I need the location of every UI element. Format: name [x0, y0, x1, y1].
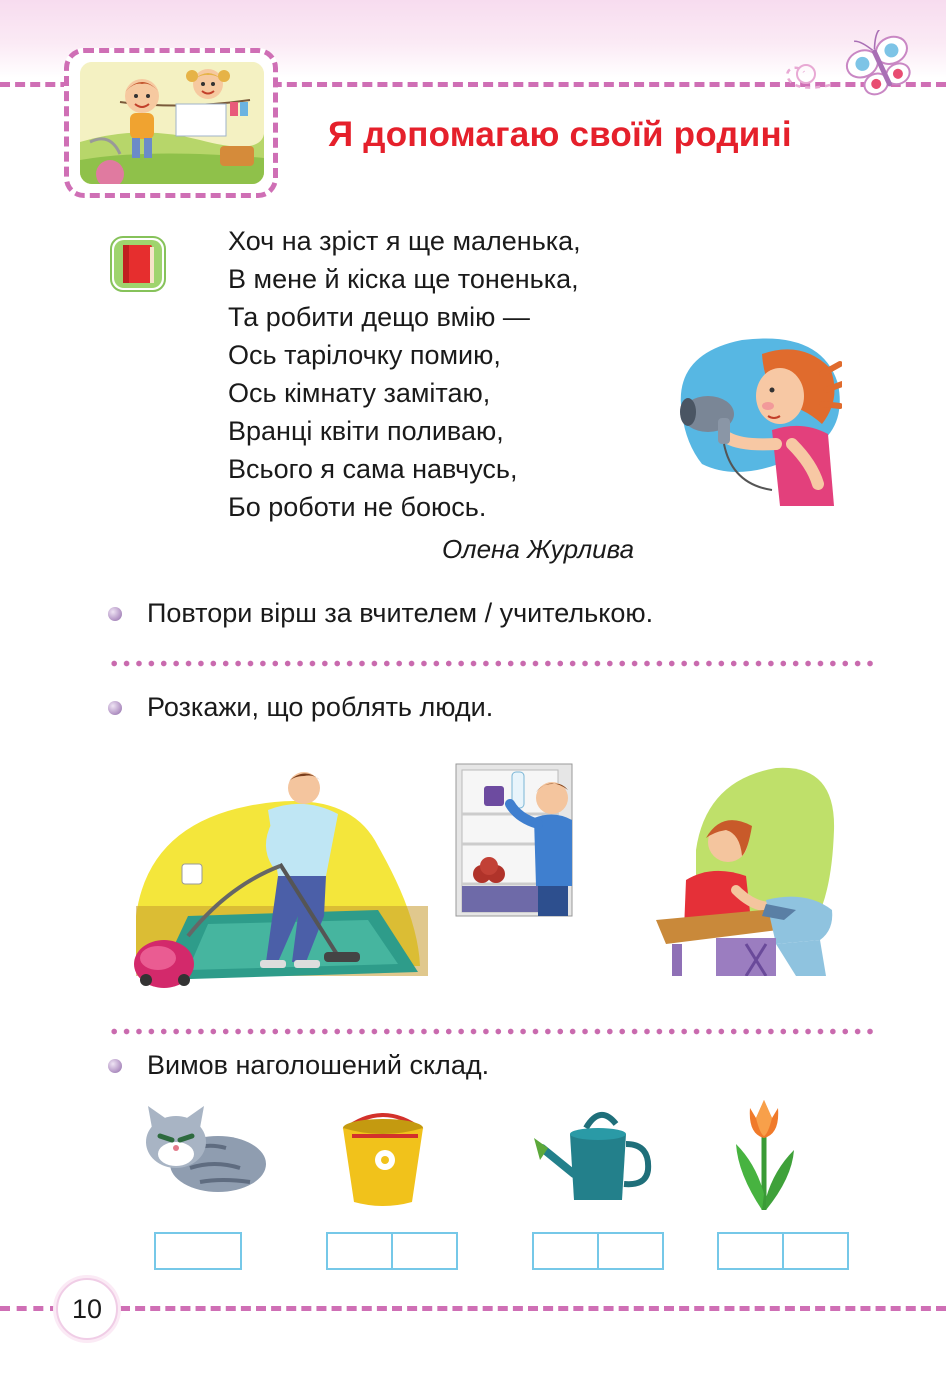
poem [228, 222, 688, 526]
poem-author: Олена Журлива [442, 534, 635, 564]
task-item [108, 1050, 489, 1081]
syllable-cell[interactable] [391, 1234, 456, 1268]
dotted-divider [108, 1028, 874, 1035]
poem-line: Хоч на зріст я ще маленька, [228, 226, 581, 256]
syllable-cell[interactable] [534, 1234, 597, 1268]
poem-line: Вранці квіти поливаю, [228, 416, 504, 446]
bucket-illustration [338, 1106, 428, 1210]
woman-ironing-illustration [656, 760, 836, 976]
task-item [108, 692, 493, 723]
bullet-icon [108, 1059, 122, 1073]
header-illustration [80, 62, 264, 184]
book-icon [110, 236, 166, 292]
poem-line: Ось кімнату замітаю, [228, 378, 491, 408]
syllable-cell[interactable] [597, 1234, 662, 1268]
page-title: Я допомагаю своїй родині [328, 115, 792, 154]
man-vacuuming-illustration [128, 766, 428, 994]
task-item [108, 598, 653, 629]
syllable-box-tulip[interactable] [717, 1232, 849, 1270]
tulip-illustration [728, 1094, 800, 1212]
footer-divider [120, 1306, 946, 1311]
syllable-cell[interactable] [328, 1234, 391, 1268]
poem-line: Всього я сама навчусь, [228, 454, 518, 484]
syllable-box-watering-can[interactable] [532, 1232, 664, 1270]
footer-divider [0, 1306, 60, 1311]
task-text: Вимов наголошений склад. [147, 1050, 490, 1080]
bullet-icon [108, 701, 122, 715]
watering-can-illustration [530, 1104, 654, 1208]
syllable-box-cat[interactable] [154, 1232, 242, 1270]
page-number-label: 10 [71, 1293, 103, 1324]
butterfly-decoration [770, 30, 930, 110]
boy-fridge-illustration [440, 762, 576, 918]
poem-line: Та робити дещо вмію — [228, 302, 530, 332]
poem-line: В мене й кіска ще тоненька, [228, 264, 579, 294]
poem-line: Ось тарілочку помию, [228, 340, 501, 370]
poem-line: Бо роботи не боюсь. [228, 492, 487, 522]
page-number [56, 1278, 118, 1340]
syllable-cell[interactable] [156, 1234, 240, 1268]
syllable-cell[interactable] [719, 1234, 782, 1268]
girl-hairdryer-illustration [672, 334, 842, 506]
syllable-box-bucket[interactable] [326, 1232, 458, 1270]
syllable-cell[interactable] [782, 1234, 847, 1268]
task-text: Розкажи, що роблять люди. [147, 692, 494, 722]
task-text: Повтори вірш за вчителем / учителькою. [147, 598, 654, 628]
cat-illustration [130, 1104, 270, 1200]
dotted-divider [108, 660, 874, 667]
bullet-icon [108, 607, 122, 621]
